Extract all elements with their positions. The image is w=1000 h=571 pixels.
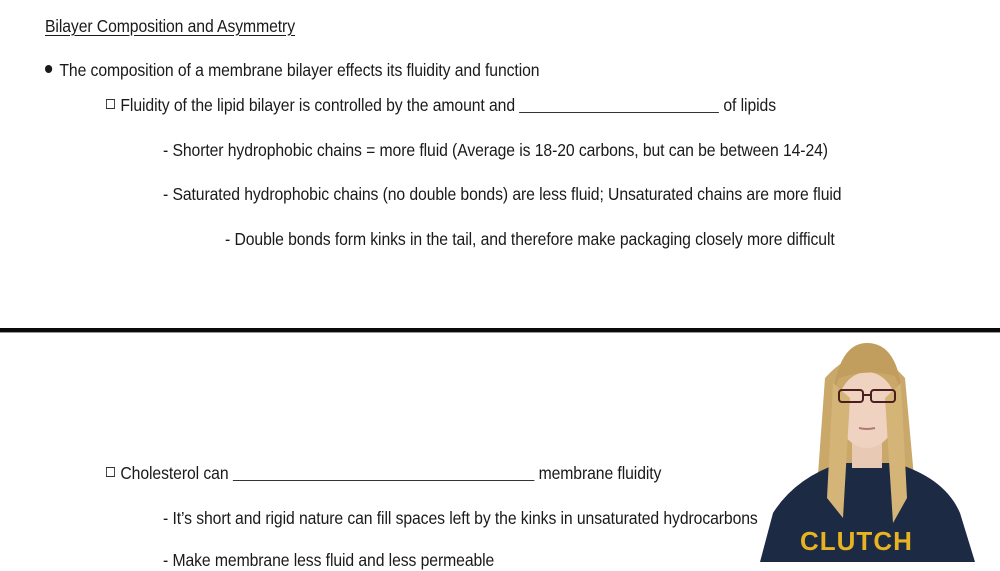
- checkbox-icon: [106, 99, 115, 109]
- chain-length-point: - Shorter hydrophobic chains = more fluid (Average is 18-20 carbons, but can be between 14-24): [163, 140, 828, 160]
- checkbox-icon: [106, 467, 115, 477]
- main-bullet-text: The composition of a membrane bilayer effects its fluidity and function: [59, 60, 540, 80]
- fluidity-text-after: of lipids: [723, 95, 776, 115]
- fill-in-blank: [233, 465, 534, 481]
- svg-text:CLUTCH: CLUTCH: [800, 526, 913, 556]
- fill-in-blank: [519, 97, 719, 113]
- cholesterol-text-after: membrane fluidity: [538, 463, 662, 483]
- cholesterol-text-before: Cholesterol can: [120, 463, 229, 483]
- main-bullet: [45, 60, 539, 81]
- saturation-point: - Saturated hydrophobic chains (no double bonds) are less fluid; Unsaturated chains are more fluid: [163, 184, 842, 204]
- cholesterol-item: [106, 463, 661, 484]
- cholesterol-permeability-point: - Make membrane less fluid and less permeable: [163, 550, 495, 570]
- presenter-illustration: [755, 338, 980, 562]
- cholesterol-rigid-point: - It’s short and rigid nature can fill spaces left by the kinks in unsaturated hydrocarbons: [163, 508, 758, 528]
- slide-divider: [0, 328, 1000, 333]
- fluidity-item: [106, 95, 776, 116]
- slide-title: Bilayer Composition and Asymmetry: [45, 16, 296, 36]
- presenter-video: [755, 338, 980, 562]
- double-bond-point: - Double bonds form kinks in the tail, and therefore make packaging closely more difficult: [225, 229, 835, 249]
- bullet-icon: [45, 65, 52, 73]
- fluidity-text-before: Fluidity of the lipid bilayer is controlled by the amount and: [120, 95, 516, 115]
